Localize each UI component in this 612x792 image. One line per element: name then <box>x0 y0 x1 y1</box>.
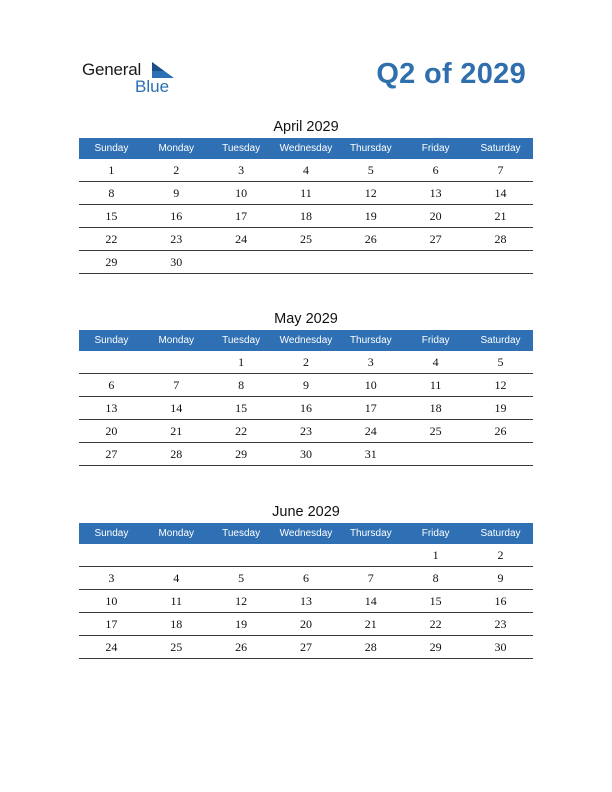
day-cell: 3 <box>209 159 274 182</box>
day-cell: 29 <box>79 251 144 274</box>
day-cell: 2 <box>468 544 533 567</box>
month-title: April 2029 <box>273 119 339 135</box>
day-cell: 8 <box>79 182 144 205</box>
day-cell: 9 <box>274 374 339 397</box>
day-cell: 23 <box>274 420 339 443</box>
week-row <box>79 590 533 613</box>
calendar-table <box>79 523 533 659</box>
day-cell: 15 <box>403 590 468 613</box>
brand-logo <box>82 60 182 96</box>
day-cell: 8 <box>209 374 274 397</box>
day-cell: 11 <box>144 590 209 613</box>
day-cell: 16 <box>144 205 209 228</box>
day-cell: 12 <box>338 182 403 205</box>
day-cell <box>468 251 533 274</box>
day-cell: 1 <box>79 159 144 182</box>
weekday-header-monday: Monday <box>144 330 209 351</box>
logo-text-blue: Blue <box>135 77 170 96</box>
day-cell: 19 <box>209 613 274 636</box>
logo-triangle-icon <box>152 62 174 78</box>
day-cell: 5 <box>209 567 274 590</box>
day-cell: 23 <box>468 613 533 636</box>
day-cell <box>209 544 274 567</box>
day-cell <box>468 443 533 466</box>
day-cell: 3 <box>79 567 144 590</box>
day-cell <box>144 351 209 374</box>
day-cell: 22 <box>403 613 468 636</box>
week-row <box>79 251 533 274</box>
day-cell: 14 <box>338 590 403 613</box>
week-row <box>79 544 533 567</box>
week-row <box>79 351 533 374</box>
weekday-header-tuesday: Tuesday <box>209 523 274 544</box>
calendar-table <box>79 138 533 274</box>
day-cell: 3 <box>338 351 403 374</box>
day-cell: 20 <box>403 205 468 228</box>
day-cell: 24 <box>338 420 403 443</box>
logo-text-general: General <box>82 60 142 79</box>
day-cell: 6 <box>274 567 339 590</box>
day-cell: 4 <box>274 159 339 182</box>
day-cell: 31 <box>338 443 403 466</box>
day-cell: 18 <box>144 613 209 636</box>
day-cell <box>144 544 209 567</box>
day-cell: 7 <box>338 567 403 590</box>
day-cell: 1 <box>403 544 468 567</box>
day-cell: 19 <box>468 397 533 420</box>
day-cell: 27 <box>403 228 468 251</box>
week-row <box>79 228 533 251</box>
week-row <box>79 374 533 397</box>
day-cell: 2 <box>274 351 339 374</box>
day-cell: 27 <box>79 443 144 466</box>
day-cell: 9 <box>144 182 209 205</box>
day-cell: 4 <box>403 351 468 374</box>
weekday-header-friday: Friday <box>403 138 468 159</box>
weekday-header-wednesday: Wednesday <box>274 523 339 544</box>
weekday-header-friday: Friday <box>403 523 468 544</box>
day-cell: 20 <box>274 613 339 636</box>
day-cell: 26 <box>468 420 533 443</box>
day-cell <box>403 443 468 466</box>
day-cell: 16 <box>274 397 339 420</box>
day-cell: 26 <box>209 636 274 659</box>
day-cell: 24 <box>79 636 144 659</box>
day-cell: 11 <box>274 182 339 205</box>
week-row <box>79 636 533 659</box>
day-cell: 29 <box>209 443 274 466</box>
weekday-header-sunday: Sunday <box>79 330 144 351</box>
weekday-header-row <box>79 523 533 544</box>
day-cell: 28 <box>338 636 403 659</box>
day-cell: 25 <box>274 228 339 251</box>
day-cell: 26 <box>338 228 403 251</box>
day-cell: 20 <box>79 420 144 443</box>
day-cell: 13 <box>274 590 339 613</box>
day-cell <box>338 251 403 274</box>
week-row <box>79 159 533 182</box>
day-cell: 29 <box>403 636 468 659</box>
day-cell: 30 <box>274 443 339 466</box>
day-cell <box>79 351 144 374</box>
day-cell: 5 <box>338 159 403 182</box>
weekday-header-thursday: Thursday <box>338 523 403 544</box>
weekday-header-monday: Monday <box>144 523 209 544</box>
day-cell: 14 <box>144 397 209 420</box>
weekday-header-friday: Friday <box>403 330 468 351</box>
day-cell: 15 <box>79 205 144 228</box>
day-cell <box>274 544 339 567</box>
day-cell: 22 <box>79 228 144 251</box>
day-cell: 21 <box>338 613 403 636</box>
day-cell <box>79 544 144 567</box>
weekday-header-saturday: Saturday <box>468 138 533 159</box>
day-cell: 5 <box>468 351 533 374</box>
weekday-header-saturday: Saturday <box>468 330 533 351</box>
day-cell: 21 <box>468 205 533 228</box>
week-row <box>79 205 533 228</box>
day-cell: 23 <box>144 228 209 251</box>
calendar-table <box>79 330 533 466</box>
day-cell: 17 <box>338 397 403 420</box>
month-title: May 2029 <box>274 311 338 327</box>
day-cell: 6 <box>79 374 144 397</box>
month-block-may <box>79 308 533 466</box>
weekday-header-sunday: Sunday <box>79 138 144 159</box>
weekday-header-saturday: Saturday <box>468 523 533 544</box>
weekday-header-tuesday: Tuesday <box>209 330 274 351</box>
day-cell: 14 <box>468 182 533 205</box>
week-row <box>79 567 533 590</box>
day-cell: 21 <box>144 420 209 443</box>
weekday-header-thursday: Thursday <box>338 330 403 351</box>
day-cell: 18 <box>274 205 339 228</box>
day-cell: 10 <box>338 374 403 397</box>
day-cell: 11 <box>403 374 468 397</box>
day-cell: 25 <box>144 636 209 659</box>
day-cell: 24 <box>209 228 274 251</box>
week-row <box>79 613 533 636</box>
weekday-header-row <box>79 138 533 159</box>
week-row <box>79 443 533 466</box>
day-cell: 13 <box>79 397 144 420</box>
day-cell: 4 <box>144 567 209 590</box>
day-cell: 2 <box>144 159 209 182</box>
day-cell: 25 <box>403 420 468 443</box>
weekday-header-wednesday: Wednesday <box>274 138 339 159</box>
day-cell: 12 <box>468 374 533 397</box>
day-cell: 15 <box>209 397 274 420</box>
day-cell: 1 <box>209 351 274 374</box>
day-cell: 27 <box>274 636 339 659</box>
day-cell: 22 <box>209 420 274 443</box>
day-cell: 8 <box>403 567 468 590</box>
day-cell: 28 <box>468 228 533 251</box>
page-title: Q2 of 2029 <box>376 58 526 90</box>
day-cell: 9 <box>468 567 533 590</box>
day-cell: 19 <box>338 205 403 228</box>
day-cell: 10 <box>209 182 274 205</box>
weekday-header-row <box>79 330 533 351</box>
day-cell: 30 <box>468 636 533 659</box>
day-cell: 12 <box>209 590 274 613</box>
day-cell: 13 <box>403 182 468 205</box>
day-cell: 10 <box>79 590 144 613</box>
weekday-header-sunday: Sunday <box>79 523 144 544</box>
day-cell: 30 <box>144 251 209 274</box>
day-cell: 17 <box>209 205 274 228</box>
day-cell: 6 <box>403 159 468 182</box>
day-cell: 17 <box>79 613 144 636</box>
day-cell: 28 <box>144 443 209 466</box>
month-title: June 2029 <box>272 504 340 520</box>
day-cell <box>338 544 403 567</box>
week-row <box>79 397 533 420</box>
weekday-header-thursday: Thursday <box>338 138 403 159</box>
day-cell: 7 <box>144 374 209 397</box>
month-block-april <box>79 116 533 274</box>
month-block-june <box>79 501 533 659</box>
week-row <box>79 182 533 205</box>
weekday-header-monday: Monday <box>144 138 209 159</box>
day-cell <box>403 251 468 274</box>
day-cell <box>274 251 339 274</box>
weekday-header-wednesday: Wednesday <box>274 330 339 351</box>
day-cell: 18 <box>403 397 468 420</box>
weekday-header-tuesday: Tuesday <box>209 138 274 159</box>
day-cell <box>209 251 274 274</box>
week-row <box>79 420 533 443</box>
day-cell: 16 <box>468 590 533 613</box>
day-cell: 7 <box>468 159 533 182</box>
